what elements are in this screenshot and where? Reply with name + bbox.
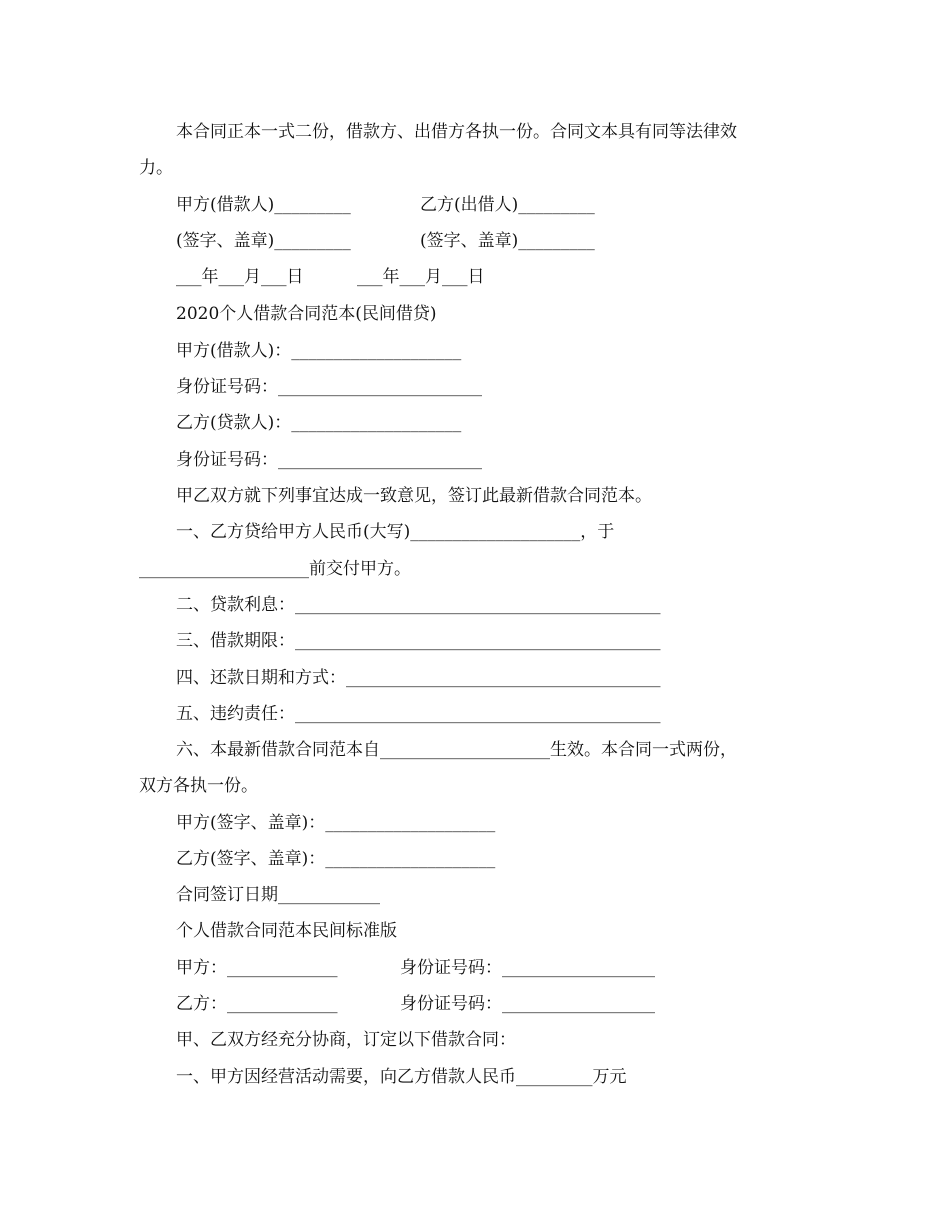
signing-date: 合同签订日期____________ bbox=[176, 885, 380, 905]
standard-agreement-statement: 甲、乙双方经充分协商，订定以下借款合同： bbox=[176, 1030, 516, 1050]
seal-lender: (签字、盖章)_________ bbox=[420, 231, 595, 251]
clause-1-line2: ____________________前交付甲方。 bbox=[139, 559, 411, 579]
party-b-lender: 乙方(贷款人)：____________________ bbox=[176, 413, 462, 433]
date-borrower: ___年___月___日 bbox=[176, 267, 304, 287]
clause-5-liability: 五、违约责任：___________________________________________ bbox=[176, 704, 661, 724]
signature-lender: 乙方(出借人)_________ bbox=[420, 195, 595, 215]
seal-borrower: (签字、盖章)_________ bbox=[176, 231, 351, 251]
clause-2-interest: 二、贷款利息：___________________________________________ bbox=[176, 595, 661, 615]
clause-6-line2: 双方各执一份。 bbox=[139, 776, 258, 796]
signature-party-a: 甲方(签字、盖章)：____________________ bbox=[176, 813, 496, 833]
agreement-statement: 甲乙双方就下列事宜达成一致意见，签订此最新借款合同范本。 bbox=[176, 486, 652, 506]
clause-3-term: 三、借款期限：___________________________________________ bbox=[176, 631, 661, 651]
paragraph-copies-line2: 力。 bbox=[139, 158, 173, 178]
party-a-id-number: 身份证号码：________________________ bbox=[176, 377, 482, 397]
standard-party-b-id: 身份证号码：__________________ bbox=[400, 994, 655, 1014]
date-lender: ___年___月___日 bbox=[357, 267, 485, 287]
standard-party-a-id: 身份证号码：__________________ bbox=[400, 958, 655, 978]
clause-1-line1: 一、乙方贷给甲方人民币(大写)____________________，于 bbox=[176, 522, 615, 542]
standard-party-b: 乙方：_____________ bbox=[176, 994, 338, 1014]
clause-6-line1: 六、本最新借款合同范本自____________________生效。本合同一式两份， bbox=[176, 740, 737, 760]
clause-4-repayment: 四、还款日期和方式：_____________________________________ bbox=[176, 668, 661, 688]
paragraph-copies-line1: 本合同正本一式二份，借款方、出借方各执一份。合同文本具有同等法律效 bbox=[176, 122, 737, 142]
section-title-2020: 2020个人借款合同范本(民间借贷) bbox=[176, 304, 437, 324]
party-a-borrower: 甲方(借款人)：____________________ bbox=[176, 341, 462, 361]
standard-party-a: 甲方：_____________ bbox=[176, 958, 338, 978]
signature-party-b: 乙方(签字、盖章)：____________________ bbox=[176, 849, 496, 869]
party-b-id-number: 身份证号码：________________________ bbox=[176, 450, 482, 470]
standard-clause-1: 一、甲方因经营活动需要，向乙方借款人民币_________万元 bbox=[176, 1067, 627, 1087]
signature-borrower: 甲方(借款人)_________ bbox=[176, 195, 351, 215]
section-title-standard: 个人借款合同范本民间标准版 bbox=[176, 921, 397, 941]
